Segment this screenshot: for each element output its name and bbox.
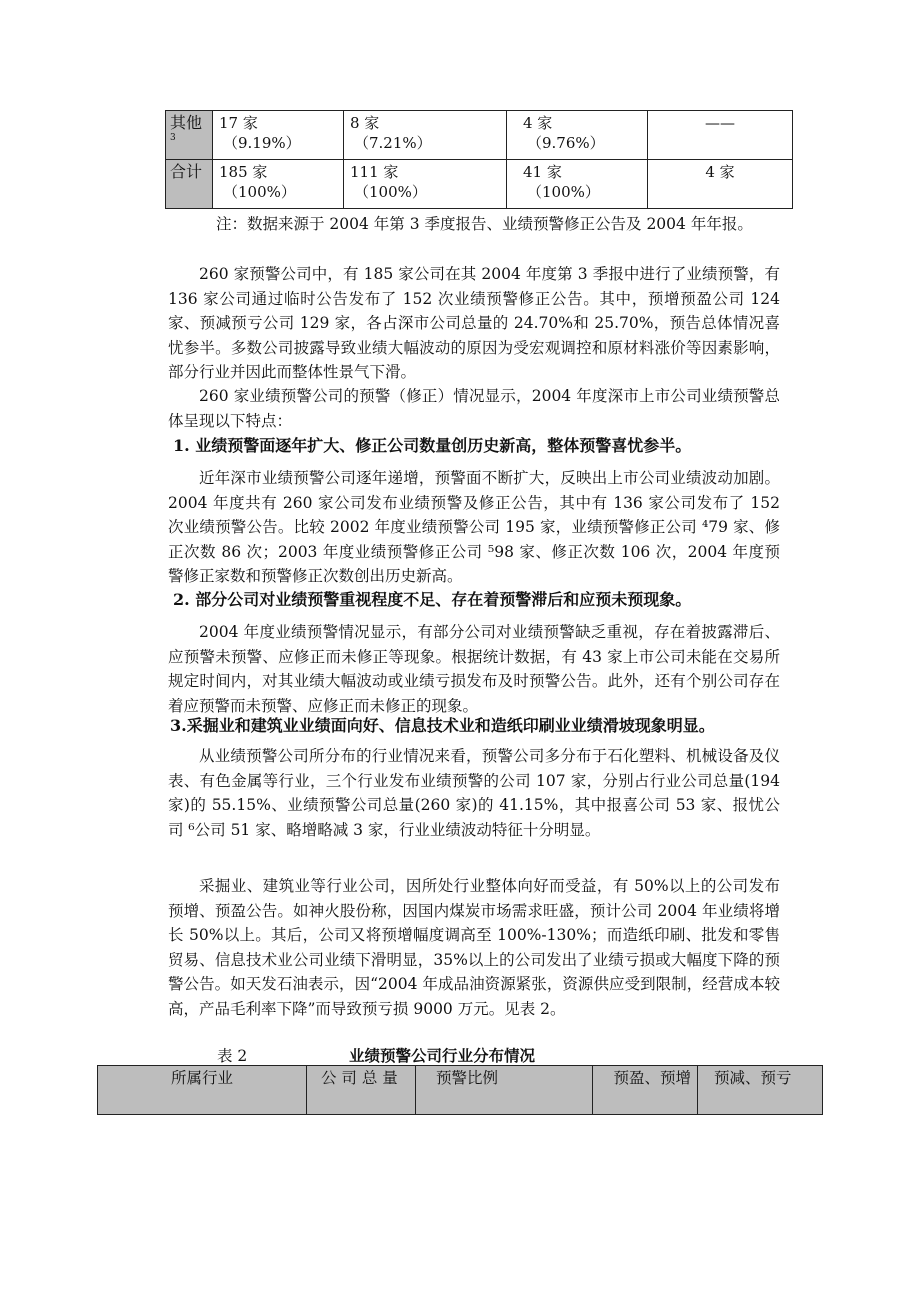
column-header: 预盈、预增 — [593, 1066, 698, 1115]
table-title: 业绩预警公司行业分布情况 — [349, 1046, 536, 1065]
table-row — [166, 111, 793, 160]
table-cell: —— — [648, 111, 793, 160]
row-label: 合计 — [166, 160, 213, 209]
table-row — [166, 160, 793, 209]
section-heading: 1. 业绩预警面逐年扩大、修正公司数量创历史新高，整体预警喜忧参半。 — [173, 436, 692, 455]
table-header-row — [98, 1066, 823, 1115]
table-note: 注：数据来源于 2004 年第 3 季度报告、业绩预警修正公告及 2004 年年报。 — [216, 215, 753, 233]
table-1-tail — [165, 110, 793, 209]
section-heading: 2. 部分公司对业绩预警重视程度不足、存在着预警滞后和应预未预现象。 — [173, 590, 692, 609]
paragraph: 260 家预警公司中，有 185 家公司在其 2004 年度第 3 季报中进行了业绩预警，有 136 家公司通过临时公告发布了 152 次业绩预警修正公告。其中，预增预盈公司 124 家、预减预亏公司 129 家，各占深市公司总量的 24.70%和 25.70%，预告总体情况喜忧参半。多数公司披露导致业绩大幅波动的原因为受宏观调控和原材料涨价等因素影响，部分行业并因此而整体性景气下滑。 — [168, 265, 780, 381]
paragraph: 从业绩预警公司所分布的行业情况来看，预警公司多分布于石化塑料、机械设备及仪表、有色金属等行业，三个行业发布业绩预警的公司 107 家，分别占行业公司总量(194 家)的 55.15%、业绩预警公司总量(260 家)的 41.15%，其中报喜公司 53 家、报忧公司 ⁶公司 51 家、略增略减 3 家，行业业绩波动特征十分明显。 — [168, 747, 780, 839]
column-header: 预减、预亏 — [698, 1066, 823, 1115]
column-header: 公 司 总 量 — [307, 1066, 416, 1115]
paragraph: 260 家业绩预警公司的预警（修正）情况显示，2004 年度深市上市公司业绩预警总体呈现以下特点： — [168, 387, 780, 430]
table-cell: 17 家 （9.19%） — [213, 111, 344, 160]
column-header: 所属行业 — [98, 1066, 307, 1115]
table-cell: 8 家 （7.21%） — [344, 111, 507, 160]
paragraph: 采掘业、建筑业等行业公司，因所处行业整体向好而受益，有 50%以上的公司发布预增、预盈公告。如神火股份称，因国内煤炭市场需求旺盛，预计公司 2004 年业绩将增长 50%以上。其后，公司又将预增幅度调高至 100%-130%；而造纸印刷、批发和零售贸易、信息技术业公司业绩下滑明显，35%以上的公司发出了业绩亏损或大幅度下降的预警公告。如天发石油表示，因“2004 年成品油资源紧张，资源供应受到限制，经营成本较高，产品毛利率下降”而导致预亏损 9000 万元。见表 2。 — [168, 877, 780, 1018]
table-cell: 4 家 （9.76%） — [507, 111, 648, 160]
section-heading: 3.采掘业和建筑业业绩面向好、信息技术业和造纸印刷业业绩滑坡现象明显。 — [170, 716, 715, 735]
table-cell: 41 家 （100%） — [507, 160, 648, 209]
table-cell: 111 家 （100%） — [344, 160, 507, 209]
table-2-header — [97, 1065, 823, 1115]
paragraph: 2004 年度业绩预警情况显示，有部分公司对业绩预警缺乏重视，存在着披露滞后、应预警未预警、应修正而未修正等现象。根据统计数据，有 43 家上市公司未能在交易所规定时间内，对其业绩大幅波动或业绩亏损发布及时预警公告。此外，还有个别公司存在着应预警而未预警、应修正而未修正的现象。 — [168, 623, 780, 715]
table-number: 表 2 — [217, 1047, 248, 1065]
table-cell: 185 家 （100%） — [213, 160, 344, 209]
table-2-caption — [217, 1044, 536, 1066]
paragraph: 近年深市业绩预警公司逐年递增，预警面不断扩大，反映出上市公司业绩波动加剧。2004 年度共有 260 家公司发布业绩预警及修正公告，其中有 136 家公司发布了 152 次业绩预警公告。比较 2002 年度业绩预警公司 195 家，业绩预警修正公司 ⁴79 家、修正次数 86 次；2003 年度业绩预警修正公司 ⁵98 家、修正次数 106 次，2004 年度预警修正家数和预警修正次数创出历史新高。 — [168, 469, 780, 585]
column-header: 预警比例 — [416, 1066, 593, 1115]
row-label: 其他 3 — [166, 111, 213, 160]
table-cell: 4 家 — [648, 160, 793, 209]
